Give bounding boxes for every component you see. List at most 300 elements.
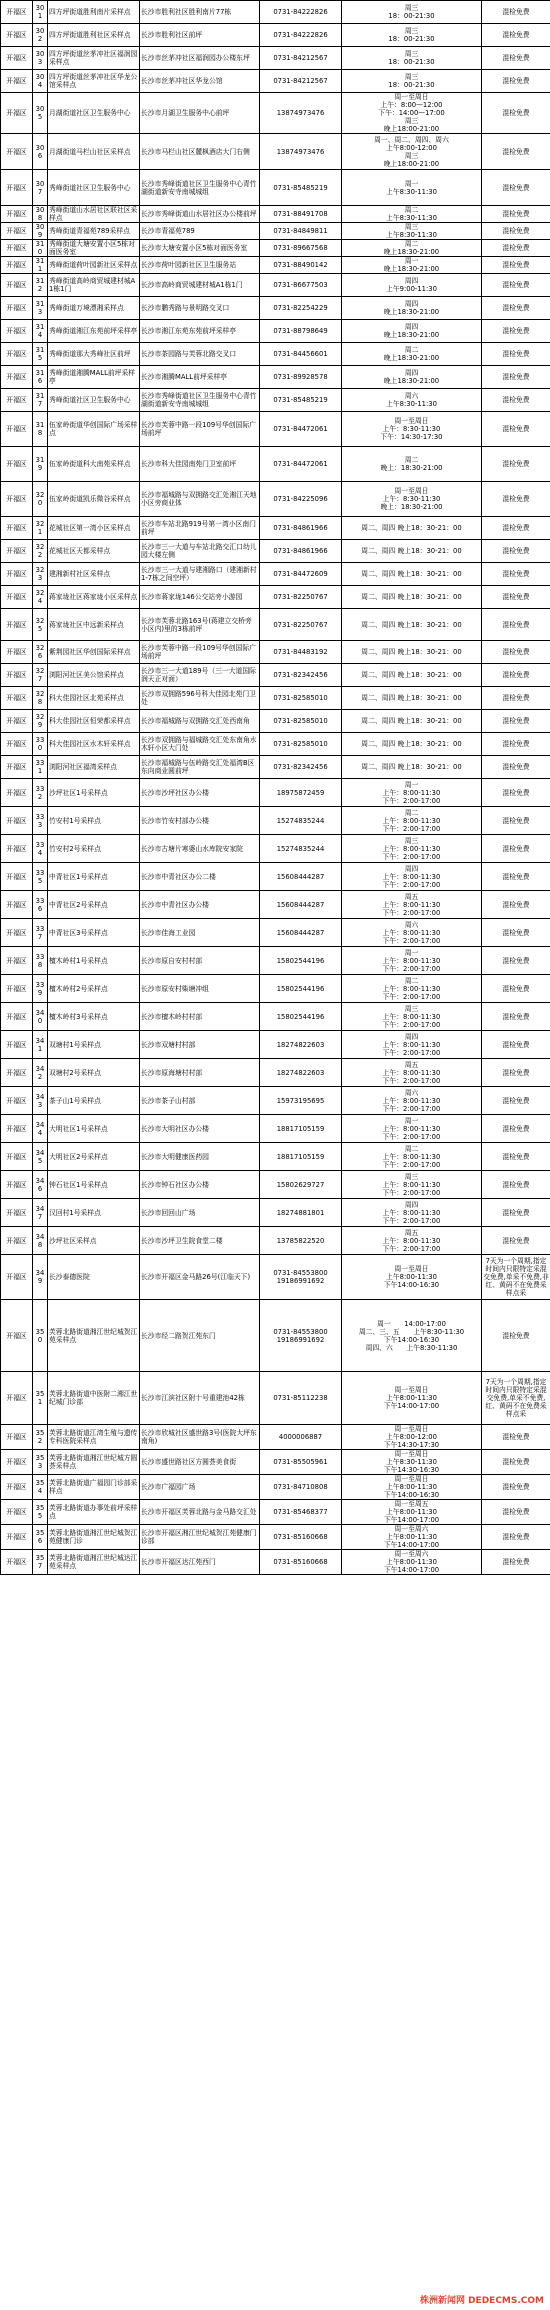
cell-address: 长沙市沙坪卫生院食堂二楼 [140, 1227, 260, 1255]
cell-site-name: 建湘新村社区采样点 [48, 563, 140, 586]
cell-address: 长沙市荷叶园新社区卫生服务站 [140, 257, 260, 274]
cell-hours: 周二、周四 晚上18：30-21：00 [342, 517, 482, 540]
cell-hours: 周二、周四 晚上18：30-21：00 [342, 563, 482, 586]
table-row [1, 320, 550, 343]
cell-index: 313 [33, 297, 48, 320]
cell-index: 345 [33, 1143, 48, 1171]
cell-site-name: 竹安村2号采样点 [48, 835, 140, 863]
table-row [1, 1003, 550, 1031]
cell-fee-note: 混检免费 [482, 1475, 550, 1500]
cell-hours: 周三 上午：8:00-11:30 下午：2:00-17:00 [342, 835, 482, 863]
cell-phone: 0731-89667568 [260, 240, 342, 257]
cell-index: 354 [33, 1475, 48, 1500]
cell-site-name: 双塘村2号采样点 [48, 1059, 140, 1087]
cell-district: 开福区 [1, 447, 33, 482]
cell-index: 320 [33, 482, 48, 517]
cell-phone: 0731-84472061 [260, 447, 342, 482]
cell-district: 开福区 [1, 1500, 33, 1525]
cell-phone: 0731-85160668 [260, 1525, 342, 1550]
table-row [1, 1425, 550, 1450]
cell-phone: 18817105159 [260, 1143, 342, 1171]
table-row [1, 1300, 550, 1372]
table-row [1, 517, 550, 540]
cell-fee-note: 混检免费 [482, 1, 550, 24]
cell-index: 339 [33, 975, 48, 1003]
cell-site-name: 伍家岭街道华创国际广场采样点 [48, 412, 140, 447]
cell-district: 开福区 [1, 1550, 33, 1575]
cell-hours: 周一至周日 上午：8:30-11:30 下午：14:30-17:30 [342, 412, 482, 447]
cell-district: 开福区 [1, 366, 33, 389]
cell-site-name: 四方坪街道丝茅冲社区福润园采样点 [48, 47, 140, 70]
cell-phone: 0731-85485219 [260, 389, 342, 412]
cell-fee-note: 混检免费 [482, 1227, 550, 1255]
cell-address: 长沙市马栏山社区麓枫酒店大门右侧 [140, 134, 260, 170]
cell-index: 346 [33, 1171, 48, 1199]
cell-phone: 0731-85468377 [260, 1500, 342, 1525]
cell-district: 开福区 [1, 24, 33, 47]
cell-fee-note: 混检免费 [482, 1171, 550, 1199]
cell-address: 长沙市檀木岭村村部 [140, 1003, 260, 1031]
cell-phone: 0731-88491708 [260, 206, 342, 223]
cell-fee-note: 混检免费 [482, 1425, 550, 1450]
cell-hours: 周一 14:00-17:00 周二、三、五 上午8:30-11:30 下午14:00-16:30 周四、六 上午8:30-11:30 [342, 1300, 482, 1372]
cell-fee-note: 混检免费 [482, 206, 550, 223]
cell-address: 长沙市开福区金马路26号(江临天下) [140, 1255, 260, 1300]
cell-fee-note: 混检免费 [482, 412, 550, 447]
cell-district: 开福区 [1, 1227, 33, 1255]
cell-phone: 15608444287 [260, 891, 342, 919]
cell-site-name: 浏阳河社区美公馆采样点 [48, 664, 140, 687]
table-body [1, 1, 550, 1575]
cell-address: 长沙市福城路与伍岭路交汇处福湾B区东向商业圆前坪 [140, 756, 260, 779]
cell-district: 开福区 [1, 1300, 33, 1372]
cell-index: 306 [33, 134, 48, 170]
cell-phone: 0731-88490142 [260, 257, 342, 274]
cell-district: 开福区 [1, 170, 33, 206]
cell-index: 327 [33, 664, 48, 687]
cell-site-name: 月湖街道社区卫生服务中心 [48, 93, 140, 134]
cell-index: 333 [33, 807, 48, 835]
cell-address: 长沙市月湖卫生服务中心前坪 [140, 93, 260, 134]
table-row [1, 389, 550, 412]
cell-fee-note: 混检免费 [482, 1087, 550, 1115]
cell-district: 开福区 [1, 134, 33, 170]
cell-district: 开福区 [1, 1087, 33, 1115]
cell-hours: 周三 18：00-21:30 [342, 24, 482, 47]
cell-fee-note: 混检免费 [482, 586, 550, 609]
cell-hours: 周二 上午8:30-11:30 [342, 206, 482, 223]
cell-site-name: 竹安村1号采样点 [48, 807, 140, 835]
cell-fee-note: 混检免费 [482, 835, 550, 863]
cell-hours: 周五 上午：8:00-11:30 下午：2:00-17:00 [342, 891, 482, 919]
cell-site-name: 芙蓉北路街道湘江世纪城贺江苑健康门诊 [48, 1525, 140, 1550]
cell-address: 长沙市福城路与双拥路交汇处湘江天地小区旁商业体 [140, 482, 260, 517]
cell-site-name: 芙蓉北路街道广福园门诊部采样点 [48, 1475, 140, 1500]
cell-address: 长沙市双塘村村部 [140, 1031, 260, 1059]
cell-district: 开福区 [1, 1475, 33, 1500]
cell-index: 353 [33, 1450, 48, 1475]
cell-index: 352 [33, 1425, 48, 1450]
cell-index: 311 [33, 257, 48, 274]
table-row [1, 756, 550, 779]
cell-address: 长沙市竹安村部办公楼 [140, 807, 260, 835]
cell-hours: 周六 上午：8:00-11:30 下午：2:00-17:00 [342, 919, 482, 947]
cell-hours: 周二、周四 晚上18：30-21：00 [342, 687, 482, 710]
cell-hours: 周四 晚上18:30-21:00 [342, 320, 482, 343]
cell-fee-note: 混检免费 [482, 687, 550, 710]
cell-phone: 0731-84222826 [260, 1, 342, 24]
cell-district: 开福区 [1, 563, 33, 586]
cell-district: 开福区 [1, 223, 33, 240]
table-row [1, 807, 550, 835]
cell-district: 开福区 [1, 586, 33, 609]
cell-phone: 0731-82250767 [260, 586, 342, 609]
cell-address: 长沙市鹏秀路与景明路交叉口 [140, 297, 260, 320]
cell-fee-note: 混检免费 [482, 756, 550, 779]
table-row [1, 1199, 550, 1227]
cell-site-name: 中青社区3号采样点 [48, 919, 140, 947]
cell-hours: 周一至周日 上午8:00-11:30 下午14:00-16:30 [342, 1475, 482, 1500]
cell-phone: 0731-82342456 [260, 664, 342, 687]
table-row [1, 482, 550, 517]
cell-site-name: 秀峰街道那大秀峰社区前坪 [48, 343, 140, 366]
cell-site-name: 科大佳园社区恒荣都采样点 [48, 710, 140, 733]
table-row [1, 206, 550, 223]
cell-fee-note: 混检免费 [482, 540, 550, 563]
cell-district: 开福区 [1, 1255, 33, 1300]
cell-site-name: 伍家岭街道凯乐微谷采样点 [48, 482, 140, 517]
cell-fee-note: 混检免费 [482, 24, 550, 47]
cell-fee-note: 混检免费 [482, 70, 550, 93]
table-row [1, 70, 550, 93]
table-row [1, 1031, 550, 1059]
cell-index: 347 [33, 1199, 48, 1227]
cell-phone: 13874973476 [260, 134, 342, 170]
cell-fee-note: 混检免费 [482, 779, 550, 807]
cell-address: 长沙市高岭商贸城建材城A1栋1门 [140, 274, 260, 297]
cell-fee-note: 混检免费 [482, 134, 550, 170]
cell-address: 长沙市青福苑789 [140, 223, 260, 240]
cell-district: 开福区 [1, 1450, 33, 1475]
cell-fee-note: 混检免费 [482, 366, 550, 389]
table-row [1, 947, 550, 975]
cell-district: 开福区 [1, 70, 33, 93]
cell-hours: 周二、周四 晚上18：30-21：00 [342, 756, 482, 779]
cell-fee-note: 7天为一个周期,指定时间内只限特定采混交免费,单采不免费,非红、黄码不在免费采样点采 [482, 1255, 550, 1300]
cell-district: 开福区 [1, 540, 33, 563]
table-row [1, 343, 550, 366]
cell-index: 302 [33, 24, 48, 47]
cell-index: 324 [33, 586, 48, 609]
cell-phone: 18274881801 [260, 1199, 342, 1227]
table-row [1, 297, 550, 320]
cell-address: 长沙市大塘安置小区5栋对面医务室 [140, 240, 260, 257]
cell-address: 长沙市中青社区办公楼 [140, 891, 260, 919]
cell-address: 长沙市科大佳园南苑门卫室前坪 [140, 447, 260, 482]
table-row [1, 710, 550, 733]
cell-site-name: 芙蓉北路街道办事处前坪采样点 [48, 1500, 140, 1525]
table-row [1, 1171, 550, 1199]
cell-district: 开福区 [1, 1171, 33, 1199]
cell-hours: 周二、周四 晚上18：30-21：00 [342, 733, 482, 756]
table-row [1, 366, 550, 389]
table-row [1, 540, 550, 563]
cell-fee-note: 混检免费 [482, 609, 550, 641]
cell-district: 开福区 [1, 975, 33, 1003]
cell-site-name: 秀峰街道湘腾MALL前坪采样亭 [48, 366, 140, 389]
table-row [1, 687, 550, 710]
cell-hours: 周一至周五 上午8:00-11:30 下午14:00-17:00 [342, 1500, 482, 1525]
table-row [1, 274, 550, 297]
cell-site-name: 浏阳河社区福湾采样点 [48, 756, 140, 779]
cell-hours: 周一、周二、周四、周六 上午8:00-12:00 周三 晚上18:00-21:00 [342, 134, 482, 170]
cell-hours: 周四 上午：8:00-11:30 下午：2:00-17:00 [342, 863, 482, 891]
cell-hours: 周三 18：00-21:30 [342, 47, 482, 70]
cell-index: 337 [33, 919, 48, 947]
cell-hours: 周六 上午：8:00-11:30 下午：2:00-17:00 [342, 1087, 482, 1115]
cell-site-name: 花城社区第一湾小区采样点 [48, 517, 140, 540]
cell-fee-note: 混检免费 [482, 1525, 550, 1550]
cell-hours: 周二 晚上：18:30-21:00 [342, 447, 482, 482]
cell-hours: 周二、周四 晚上18：30-21：00 [342, 586, 482, 609]
cell-district: 开福区 [1, 206, 33, 223]
table-row [1, 835, 550, 863]
cell-phone: 0731-82585010 [260, 733, 342, 756]
table-row [1, 24, 550, 47]
cell-phone: 15802544196 [260, 975, 342, 1003]
cell-fee-note: 混检免费 [482, 274, 550, 297]
cell-site-name: 秀峰街道湘江东苑前坪采样亭 [48, 320, 140, 343]
cell-site-name: 长沙泰德医院 [48, 1255, 140, 1300]
cell-hours: 周一 上午：8:00-11:30 下午：2:00-17:00 [342, 779, 482, 807]
cell-address: 长沙市佳海工业园 [140, 919, 260, 947]
cell-fee-note: 混检免费 [482, 1500, 550, 1525]
cell-hours: 周二 上午：8:00-11:30 下午：2:00-17:00 [342, 1143, 482, 1171]
cell-index: 310 [33, 240, 48, 257]
cell-fee-note: 混检免费 [482, 733, 550, 756]
cell-site-name: 花城社区天都采样点 [48, 540, 140, 563]
table-row [1, 240, 550, 257]
cell-phone: 0731-84222826 [260, 24, 342, 47]
cell-address: 长沙市三一大道189号（三一大道国际润天正对面） [140, 664, 260, 687]
cell-address: 长沙市三一大道与建湘路口（建湘新村1-7栋之间空坪） [140, 563, 260, 586]
table-row [1, 1550, 550, 1575]
cell-phone: 0731-84472609 [260, 563, 342, 586]
table-row [1, 170, 550, 206]
cell-district: 开福区 [1, 664, 33, 687]
cell-index: 332 [33, 779, 48, 807]
table-row [1, 1475, 550, 1500]
table-row [1, 975, 550, 1003]
cell-hours: 周二 晚上18:30-21:00 [342, 343, 482, 366]
cell-hours: 周一至周日 上午8:00-11:30 下午14:00-17:00 [342, 1372, 482, 1425]
cell-fee-note: 混检免费 [482, 947, 550, 975]
cell-address: 长沙市秀峰街道社区卫生服务中心青竹湖街道新安寺南城城组 [140, 170, 260, 206]
cell-phone: 0731-84456601 [260, 343, 342, 366]
cell-fee-note: 混检免费 [482, 891, 550, 919]
cell-district: 开福区 [1, 47, 33, 70]
cell-district: 开福区 [1, 1425, 33, 1450]
cell-index: 328 [33, 687, 48, 710]
cell-index: 304 [33, 70, 48, 93]
cell-index: 321 [33, 517, 48, 540]
cell-address: 长沙市秀峰街道社区卫生服务中心青竹湖街道新安寺南城城组 [140, 389, 260, 412]
cell-phone: 0731-86677503 [260, 274, 342, 297]
cell-index: 355 [33, 1500, 48, 1525]
cell-district: 开福区 [1, 93, 33, 134]
cell-index: 351 [33, 1372, 48, 1425]
cell-fee-note: 混检免费 [482, 170, 550, 206]
cell-fee-note: 混检免费 [482, 975, 550, 1003]
table-row [1, 664, 550, 687]
table-row [1, 412, 550, 447]
cell-address: 长沙市广福园广场 [140, 1475, 260, 1500]
cell-hours: 周一至周日 上午：8:00—12:00 下午：14:00—17:00 周三 晚上18:00-21:00 [342, 93, 482, 134]
cell-hours: 周三 上午8:30-11:30 [342, 223, 482, 240]
cell-district: 开福区 [1, 1, 33, 24]
cell-site-name: 秀峰街道高岭商贸城建材城A1栋1门 [48, 274, 140, 297]
cell-address: 长沙市钟石社区办公楼 [140, 1171, 260, 1199]
cell-index: 301 [33, 1, 48, 24]
cell-fee-note: 混检免费 [482, 1143, 550, 1171]
cell-hours: 周五 上午：8:00-11:30 下午：2:00-17:00 [342, 1227, 482, 1255]
cell-address: 长沙市蒋家垅146公交站旁小游园 [140, 586, 260, 609]
cell-district: 开福区 [1, 297, 33, 320]
cell-index: 307 [33, 170, 48, 206]
cell-site-name: 芙蓉北路街道湘江世纪城方圆荟采样点 [48, 1450, 140, 1475]
table-row [1, 1227, 550, 1255]
cell-phone: 0731-85112238 [260, 1372, 342, 1425]
cell-district: 开福区 [1, 756, 33, 779]
cell-address: 长沙市原自安村村部 [140, 947, 260, 975]
cell-phone: 0731-84212567 [260, 70, 342, 93]
cell-index: 338 [33, 947, 48, 975]
cell-hours: 周四 晚上18:30-21:00 [342, 366, 482, 389]
cell-site-name: 沙坪社区1号采样点 [48, 779, 140, 807]
cell-phone: 15274835244 [260, 807, 342, 835]
cell-hours: 周四 上午9:00-11:30 [342, 274, 482, 297]
cell-fee-note: 混检免费 [482, 320, 550, 343]
cell-district: 开福区 [1, 609, 33, 641]
cell-index: 308 [33, 206, 48, 223]
table-row [1, 919, 550, 947]
cell-address: 长沙市双拥路与福城路交汇处东南角水木轩小区大门处 [140, 733, 260, 756]
cell-address: 长沙市秀峰街道山水居社区办公楼前坪 [140, 206, 260, 223]
cell-fee-note: 混检免费 [482, 664, 550, 687]
cell-site-name: 秀峰街道社区卫生服务中心 [48, 170, 140, 206]
table-row [1, 891, 550, 919]
cell-index: 305 [33, 93, 48, 134]
cell-site-name: 檀木岭村2号采样点 [48, 975, 140, 1003]
cell-phone: 0731-82585010 [260, 710, 342, 733]
cell-district: 开福区 [1, 1115, 33, 1143]
cell-index: 314 [33, 320, 48, 343]
cell-site-name: 科大佳园社区水木轩采样点 [48, 733, 140, 756]
cell-fee-note: 混检免费 [482, 482, 550, 517]
cell-index: 318 [33, 412, 48, 447]
cell-phone: 15802629727 [260, 1171, 342, 1199]
cell-phone: 15608444287 [260, 863, 342, 891]
cell-phone: 13874973476 [260, 93, 342, 134]
cell-fee-note: 混检免费 [482, 1300, 550, 1372]
cell-hours: 周三 18：00-21:30 [342, 1, 482, 24]
cell-phone: 13785822520 [260, 1227, 342, 1255]
cell-address: 长沙市江滨社区附十号重建池42栋 [140, 1372, 260, 1425]
cell-hours: 周三 18：00-21:30 [342, 70, 482, 93]
cell-fee-note: 混检免费 [482, 343, 550, 366]
table-row [1, 1143, 550, 1171]
cell-address: 长沙市大明健康医药园 [140, 1143, 260, 1171]
cell-index: 341 [33, 1031, 48, 1059]
cell-phone: 18274822603 [260, 1059, 342, 1087]
cell-district: 开福区 [1, 863, 33, 891]
cell-phone: 15802544196 [260, 947, 342, 975]
cell-phone: 0731-84849811 [260, 223, 342, 240]
cell-fee-note: 混检免费 [482, 297, 550, 320]
cell-index: 316 [33, 366, 48, 389]
table-row [1, 1450, 550, 1475]
cell-index: 349 [33, 1255, 48, 1300]
table-row [1, 134, 550, 170]
cell-site-name: 秀峰街道大塘安置小区5栋对面医务室 [48, 240, 140, 257]
cell-district: 开福区 [1, 1031, 33, 1059]
cell-site-name: 四方坪街道胜利社区采样点 [48, 24, 140, 47]
cell-phone: 0731-85485219 [260, 170, 342, 206]
cell-site-name: 蒋家垅社区中远新采样点 [48, 609, 140, 641]
cell-fee-note: 混检免费 [482, 563, 550, 586]
cell-address: 长沙市车站北路919号第一湾小区南门前坪 [140, 517, 260, 540]
cell-district: 开福区 [1, 257, 33, 274]
cell-address: 长沙市原安村柴塘冲组 [140, 975, 260, 1003]
cell-fee-note: 混检免费 [482, 240, 550, 257]
cell-hours: 周一至周六 上午8:00-11:30 下午14:00-17:00 [342, 1550, 482, 1575]
cell-site-name: 沙坪社区采样点 [48, 1227, 140, 1255]
cell-phone: 18274822603 [260, 1031, 342, 1059]
cell-fee-note: 7天为一个周期,指定时间内只限特定采混交免费,单采不免费,红、黄码不在免费采样点采 [482, 1372, 550, 1425]
cell-index: 303 [33, 47, 48, 70]
cell-hours: 周一 上午8:30-11:30 [342, 170, 482, 206]
cell-site-name: 汉回村1号采样点 [48, 1199, 140, 1227]
cell-address: 长沙市湘江东苑东苑前坪采样亭 [140, 320, 260, 343]
cell-district: 开福区 [1, 919, 33, 947]
cell-phone: 0731-88798649 [260, 320, 342, 343]
table-row [1, 563, 550, 586]
cell-site-name: 秀峰街道荷叶园新社区采样点 [48, 257, 140, 274]
table-row [1, 1115, 550, 1143]
cell-address: 长沙市开福区湘江世纪城贺江苑健康门诊部 [140, 1525, 260, 1550]
cell-fee-note: 混检免费 [482, 447, 550, 482]
cell-hours: 周二 晚上18:30-21:00 [342, 240, 482, 257]
cell-site-name: 秀峰街道社区卫生服务中心 [48, 389, 140, 412]
table-row [1, 779, 550, 807]
cell-fee-note: 混检免费 [482, 863, 550, 891]
cell-hours: 周一至周日 上午8:30-11:30 下午14:30-16:30 [342, 1450, 482, 1475]
cell-phone: 0731-84553800 19186991692 [260, 1255, 342, 1300]
table-row [1, 1255, 550, 1300]
cell-index: 357 [33, 1550, 48, 1575]
cell-district: 开福区 [1, 412, 33, 447]
cell-hours: 周二、周四 晚上18：30-21：00 [342, 540, 482, 563]
cell-site-name: 芙蓉北路街道中医附二湘江世纪城门诊部 [48, 1372, 140, 1425]
cell-district: 开福区 [1, 1525, 33, 1550]
cell-hours: 周五 上午：8:00-11:30 下午：2:00-17:00 [342, 1059, 482, 1087]
cell-index: 344 [33, 1115, 48, 1143]
cell-district: 开福区 [1, 641, 33, 664]
cell-index: 335 [33, 863, 48, 891]
cell-index: 350 [33, 1300, 48, 1372]
cell-address: 长沙市芙蓉北路163号(蒋建立交桥旁小区内)里的3栋前坪 [140, 609, 260, 641]
cell-site-name: 四方坪街道胜利南片采样点 [48, 1, 140, 24]
